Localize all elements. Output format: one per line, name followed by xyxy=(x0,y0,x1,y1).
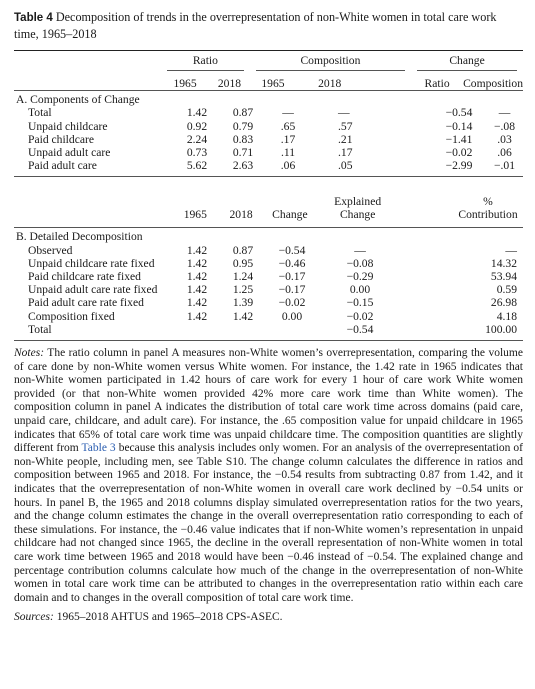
table-cell: −0.54 xyxy=(278,243,306,257)
row-label: Unpaid adult care xyxy=(28,146,111,160)
col-header: 2018 xyxy=(229,208,253,222)
table-row xyxy=(14,310,523,323)
table-row xyxy=(14,244,523,257)
table-cell: −0.14 xyxy=(445,119,473,133)
table-row xyxy=(14,120,523,133)
panel-b-title: B. Detailed Decomposition xyxy=(16,230,143,244)
table-cell: — xyxy=(282,106,294,120)
col-header: Ratio xyxy=(424,77,450,90)
table-cell: 0.71 xyxy=(232,146,254,160)
table-row xyxy=(14,323,523,340)
table-cell: −.01 xyxy=(493,159,516,173)
table-cell: 0.95 xyxy=(232,256,254,270)
table-cell: 2.24 xyxy=(186,132,208,146)
table-row xyxy=(14,146,523,159)
table-cell xyxy=(172,323,222,340)
notes-text-part2: because this analysis includes only women. For an analysis of the overrepresentation of non-White people, including men, see Table S10. The change column calculates the difference in ratios and composition between 1965 and 2018. For instance, the −0.54 results from subtracting 0.87 from 1.42, and it indicates that the overrepresentation of non-White women in overall care work declined by −0.54 units or hours. In panel B, the 1965 and 2018 columns display simulated overrepresentation ratios for the two years, and the change column estimates the change in the overall overrepresentation ratio corresponding to each of these simulations. For instance, the −0.46 value indicates that if non-White women’s representation in unpaid childcare had not changed since 1965, the decline in the overall representation of non-White women in total care work time between 1965 and 2018 would have been −0.46 instead of −0.54. The explained change and percentage contribution columns calculate how much of the change in the overrepresentation of non-White women in total care work time can be attributed to changes in the overrepresentation ratio within each care domain and to changes in the overall composition of total care work time. xyxy=(14,442,523,604)
table-cell: 14.32 xyxy=(490,256,517,270)
table-cell: −0.08 xyxy=(346,256,374,270)
row-label: Paid childcare xyxy=(28,132,94,146)
table-cell: .57 xyxy=(338,119,353,133)
sources-text: 1965–2018 AHTUS and 1965–2018 CPS-ASEC. xyxy=(53,611,283,624)
panel-b-header-rule xyxy=(14,227,523,228)
table-cell: — xyxy=(505,243,517,257)
table-cell: −0.17 xyxy=(278,283,306,297)
table-cell: 1.42 xyxy=(186,309,208,323)
table-cell: .05 xyxy=(338,159,353,173)
table-cell: 1.42 xyxy=(186,270,208,284)
table-cell: — xyxy=(338,106,350,120)
row-label: Unpaid childcare rate fixed xyxy=(28,256,155,270)
table-row xyxy=(14,159,523,172)
col-header: Explained Change xyxy=(334,195,382,222)
table-row xyxy=(14,133,523,146)
table-sources xyxy=(14,611,523,623)
table-cell: 1.42 xyxy=(186,283,208,297)
table-cell: −0.15 xyxy=(346,296,374,310)
table-cell: 1.24 xyxy=(232,270,254,284)
col-header: Composition xyxy=(463,77,523,90)
table-cell: 0.59 xyxy=(496,283,517,297)
table-cell: −.08 xyxy=(493,119,516,133)
table-cell: 0.79 xyxy=(232,119,254,133)
row-label: Total xyxy=(28,106,52,120)
row-label: Total xyxy=(28,322,52,336)
table-cell: .03 xyxy=(497,132,512,146)
table-cell: −0.02 xyxy=(278,296,306,310)
row-label: Unpaid childcare xyxy=(28,119,108,133)
table-cell: .11 xyxy=(280,146,296,160)
row-label: Unpaid adult care rate fixed xyxy=(28,283,158,297)
table-row xyxy=(14,296,523,309)
table-cell: 0.00 xyxy=(281,309,303,323)
table-cell: — xyxy=(498,106,511,120)
row-label: Paid childcare rate fixed xyxy=(28,270,141,284)
table-cell: −0.02 xyxy=(445,146,473,160)
table-row xyxy=(14,270,523,283)
table-cell: .21 xyxy=(338,132,353,146)
table-cell: −0.54 xyxy=(346,322,374,336)
group-header-composition: Composition xyxy=(256,54,405,71)
table-row xyxy=(14,257,523,270)
table-cell: −0.29 xyxy=(346,270,374,284)
group-header-change: Change xyxy=(417,54,517,71)
panel-b-column-header-row xyxy=(14,177,523,227)
sources-label: Sources: xyxy=(14,611,54,624)
table-cell: 26.98 xyxy=(490,296,517,310)
col-header: 1965 xyxy=(183,208,207,222)
panel-b-body xyxy=(14,230,523,340)
panel-a-column-header-row xyxy=(14,76,523,90)
notes-label: Notes: xyxy=(14,347,45,360)
panel-a-title: A. Components of Change xyxy=(16,93,140,107)
table-cell: 1.42 xyxy=(186,106,208,120)
col-header: Change xyxy=(272,208,308,222)
table-row xyxy=(14,283,523,296)
col-header: 1965 xyxy=(173,77,197,90)
panel-b-table xyxy=(14,177,523,227)
col-header: 2018 xyxy=(318,77,342,90)
table-cell: −0.02 xyxy=(346,309,374,323)
table-cell: 4.18 xyxy=(496,309,517,323)
table-caption xyxy=(14,10,523,42)
panel-a-rows xyxy=(14,106,523,172)
table-cell: 5.62 xyxy=(186,159,208,173)
table-cell: 1.25 xyxy=(232,283,254,297)
notes-text-part1: The ratio column in panel A measures non-White women’s overrepresentation, comparing the volume of care done by non-White women versus White women. For instance, the 1.42 rate in 1965 indicates that non-White women participated in 1.42 hours of care work for every 1 hour of care work White women provided (or that non-White women provided 42% more care work time than White women). The composition column in panel A indicates the distribution of total care work time across domains (paid care, unpaid care, childcare, and adult care). For instance, the .65 composition value for unpaid childcare in 1965 indicates that 65% of total care work time was unpaid childcare time. The composition quantities are slightly different from xyxy=(14,347,523,455)
table-cell: 0.00 xyxy=(349,283,371,297)
table-title: Decomposition of trends in the overrepresentation of non-White women in total care work time, 1965–2018 xyxy=(14,10,497,41)
table-cell: 0.87 xyxy=(232,243,254,257)
table-cell: 0.73 xyxy=(186,146,208,160)
table-cell: −2.99 xyxy=(445,159,473,173)
table-row xyxy=(14,106,523,119)
table-cell: .17 xyxy=(338,146,353,160)
panel-a-table xyxy=(14,51,523,90)
table-cell: .17 xyxy=(280,132,296,146)
row-label: Observed xyxy=(28,243,73,257)
table-cell xyxy=(222,323,264,340)
panel-a-body xyxy=(14,93,523,172)
table-cell: −0.46 xyxy=(278,256,306,270)
group-header-ratio: Ratio xyxy=(167,54,244,71)
row-label: Composition fixed xyxy=(28,309,115,323)
table-cell: 0.83 xyxy=(232,132,254,146)
col-header: % Contribution xyxy=(458,195,518,222)
table-cell xyxy=(264,323,320,340)
table-cell: −0.17 xyxy=(278,270,306,284)
table-cell: 0.87 xyxy=(232,106,254,120)
row-label: Paid adult care xyxy=(28,159,97,173)
table-cell: .06 xyxy=(280,159,296,173)
panel-a-group-header-row xyxy=(14,51,523,76)
table-3-link[interactable]: Table 3 xyxy=(81,442,116,455)
table-cell: 1.42 xyxy=(232,309,254,323)
table-cell: −0.54 xyxy=(445,106,473,120)
table-cell: −1.41 xyxy=(445,132,473,146)
bottom-rule xyxy=(14,340,523,341)
table-cell: .65 xyxy=(280,119,296,133)
table-cell: 1.42 xyxy=(186,256,208,270)
panel-a-header-rule xyxy=(14,90,523,91)
table-cell: 53.94 xyxy=(490,270,517,284)
table-cell: .06 xyxy=(497,146,512,160)
table-notes xyxy=(14,347,523,605)
table-cell: 1.42 xyxy=(186,243,208,257)
table-label: Table 4 xyxy=(14,12,53,24)
row-label: Paid adult care rate fixed xyxy=(28,296,144,310)
table-cell: 0.92 xyxy=(186,119,208,133)
section-title-row xyxy=(14,230,523,243)
table-cell: 2.63 xyxy=(232,159,254,173)
table-cell: — xyxy=(354,243,366,257)
section-title-row xyxy=(14,93,523,106)
table-cell: 1.42 xyxy=(186,296,208,310)
col-header: 1965 xyxy=(261,77,285,90)
col-header: 2018 xyxy=(217,77,242,90)
table-cell: 1.39 xyxy=(232,296,254,310)
table-cell: 100.00 xyxy=(485,322,517,336)
